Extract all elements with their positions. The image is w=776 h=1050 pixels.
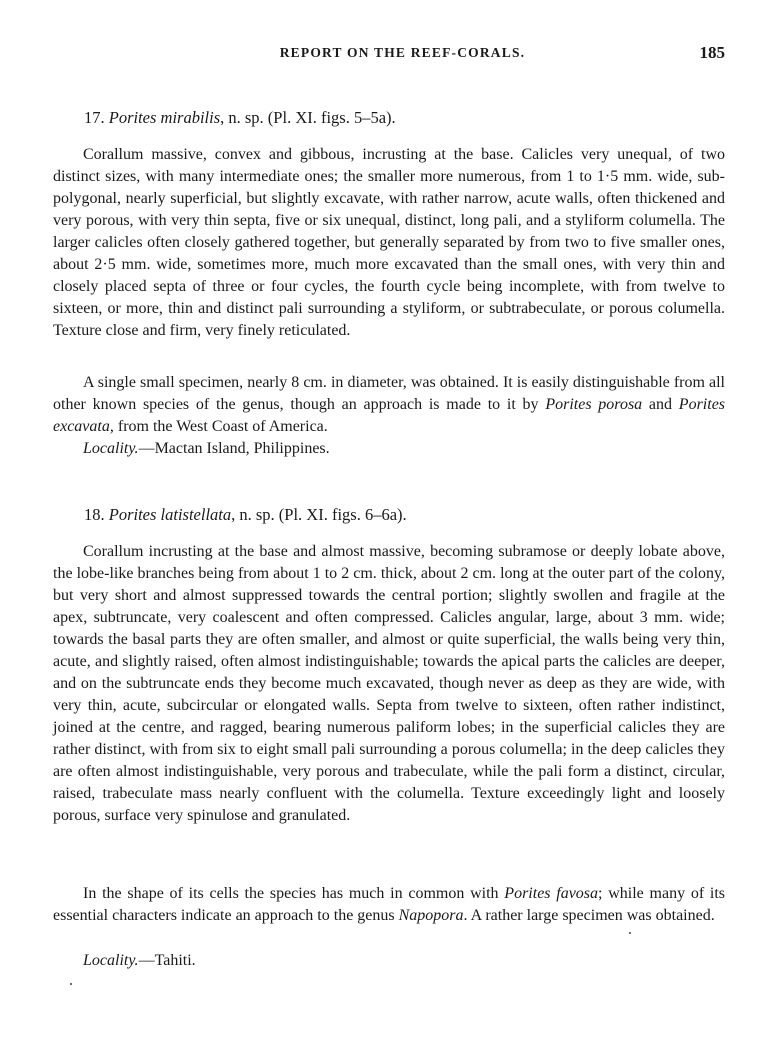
remark-text: A single small specimen, nearly 8 cm. in diameter, was obtained. It is easily distinguishable from all other known species of the genus, though an approach is made to it by [53, 374, 725, 413]
species-heading-suffix: , n. sp. (Pl. XI. figs. 5–5a). [220, 108, 396, 127]
remark-text: . A rather large specimen was obtained. [463, 907, 715, 924]
locality-porites-mirabilis [53, 438, 725, 460]
remark-porites-latistellata [53, 883, 725, 927]
page-header [80, 45, 725, 69]
locality-label: Locality. [83, 952, 139, 969]
running-title: REPORT ON THE REEF-CORALS. [279, 45, 526, 60]
remark-text: In the shape of its cells the species has much in common with [83, 885, 505, 902]
print-speck [70, 983, 72, 985]
locality-value: —Mactan Island, Philippines. [138, 440, 330, 457]
locality-porites-latistellata [53, 950, 725, 972]
species-heading-porites-latistellata [84, 505, 407, 525]
species-heading-suffix: , n. sp. (Pl. XI. figs. 6–6a). [231, 505, 407, 524]
species-name: Porites latistellata [108, 505, 232, 524]
description-porites-latistellata: Corallum incrusting at the base and almost massive, becoming subramose or deeply lobate above, the lobe-like branches being from about 1 to 2 cm. thick, about 2 cm. long at the outer part of the colony, but very short and almost suppressed towards the central portion; slightly swollen and fragile at the apex, subtruncate, very coalescent and often compressed. Calicles angular, large, about 3 mm. wide; towards the basal parts they are often smaller, and almost or quite superficial, the walls being very thin, acute, and slightly raised, often almost indistinguishable; towards the apical parts the calicles are deeper, and on the subtruncate ends they become much excavated, though never as deep as they are wide, with very thin, acute, subcircular or elongated walls. Septa from twelve to sixteen, often rather indistinct, joined at the centre, and ragged, bearing numerous paliform lobes; in the superficial calicles they are rather distinct, with from six to eight small pali surrounding a porous columella; in the deep calicles they are often almost indistinguishable, very porous and trabeculate, while the pali form a distinct, circular, raised, trabeculate mass nearly confluent with the columella. Texture exceedingly light and loosely porous, surface very spinulose and granulated. [53, 543, 725, 824]
species-heading-porites-mirabilis [84, 108, 396, 128]
locality-label: Locality. [83, 440, 139, 457]
remark-text: , from the West Coast of America. [109, 418, 328, 435]
remark-species-name: Porites favosa [504, 885, 599, 902]
remark-genus-name: Napopora [398, 907, 464, 924]
species-number: 18. [84, 505, 105, 524]
print-speck [629, 932, 631, 934]
page-number: 185 [699, 43, 725, 62]
remark-text: ; while many of its essential characters indicate an approach to the genus [53, 885, 726, 924]
remark-porites-mirabilis [53, 372, 725, 438]
species-name: Porites mirabilis [108, 108, 221, 127]
remark-species-name: Porites excavata [53, 396, 726, 435]
locality-value: —Tahiti. [138, 952, 196, 969]
species-number: 17. [84, 108, 105, 127]
description-porites-mirabilis: Corallum massive, convex and gibbous, incrusting at the base. Calicles very unequal, of two distinct sizes, with many intermediate ones; the smaller more numerous, from 1 to 1·5 mm. wide, sub-polygonal, nearly superficial, but slightly excavate, with rather narrow, acute walls, often thickened and very porous, with very thin septa, five or six unequal, distinct, long pali, and a styliform columella. The larger calicles often closely gathered together, but generally separated by from two to five smaller ones, about 2·5 mm. wide, sometimes more, much more excavated than the small ones, with very thin and closely placed septa of three or four cycles, the fourth cycle being incomplete, with from twelve to sixteen, or more, thin and distinct pali surrounding a styliform, or subtrabeculate, or porous columella. Texture close and firm, very finely reticulated. [53, 146, 725, 339]
remark-text: and [642, 396, 679, 413]
remark-species-name: Porites porosa [545, 396, 643, 413]
